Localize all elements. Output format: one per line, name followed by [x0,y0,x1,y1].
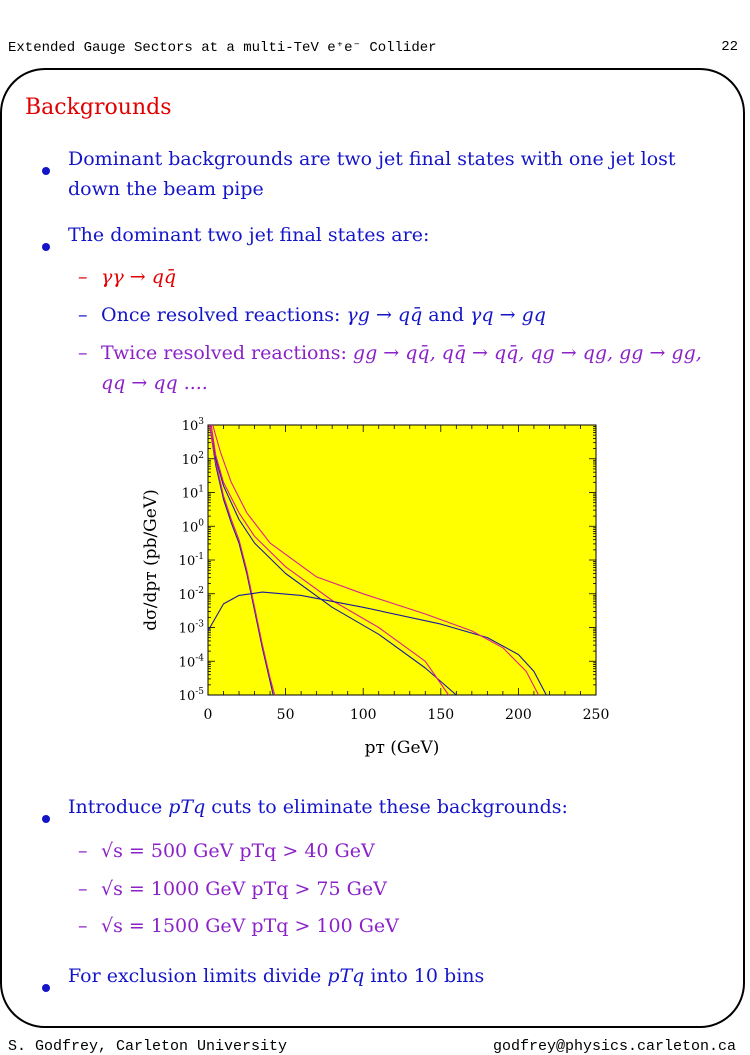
subitem-2-math-1: γg → qq̄ [346,304,423,326]
subitem-1: γγ → qq̄ [101,266,177,288]
y-tick-label: $10^0$ [181,518,204,536]
dash-6: – [78,915,88,937]
cut-500: √s = 500 GeV pTq > 40 GeV [101,840,375,862]
subitem-3 [101,338,721,368]
dash-5: – [78,878,88,900]
subitem-2-math-2: γq → gq [470,304,546,326]
footer-email: godfrey@physics.carleton.ca [492,1038,736,1055]
x-tick-label: 150 [427,707,455,723]
bullet-1-line-2: down the beam pipe [68,178,264,200]
y-tick-label: $10^2$ [181,450,204,468]
bullet-3-pre: Introduce [68,796,169,818]
subitem-2-text: Once resolved reactions: [101,304,347,326]
subitem-3-math: gg → qq̄, qq̄ → qq̄, qg → qg, gg → gg, [352,342,702,364]
x-tick-label: 200 [505,707,532,723]
page-number: 22 [721,39,738,55]
x-tick-label: 100 [349,707,377,723]
subitem-2 [101,300,721,330]
dash-4: – [78,840,88,862]
y-tick-label: $10^{-1}$ [178,552,204,569]
dash-1: – [78,266,88,288]
subitem-2-and: and [422,304,471,326]
subitem-3-text: Twice resolved reactions: [101,342,353,364]
y-tick-label: $10^{-5}$ [178,687,204,704]
x-tick-label: 250 [582,707,610,723]
plot-area [208,425,596,695]
footer-author: S. Godfrey, Carleton University [8,1038,288,1055]
y-tick-label: $10^{-2}$ [178,585,204,603]
x-axis-label: pᴛ (GeV) [364,738,440,758]
x-tick-label: 0 [203,707,213,723]
y-tick-label: $10^1$ [181,484,204,502]
subitem-3-line-2: qq → qq .... [101,372,208,394]
slide-title: Backgrounds [25,95,172,120]
bullet-2: The dominant two jet final states are: [68,224,430,246]
bullet-3-math: pTq [168,796,206,818]
running-header-title: Extended Gauge Sectors at a multi-TeV e⁺e⁻ Collider [8,40,437,56]
dash-2: – [78,304,88,326]
cross-section-chart [130,415,630,765]
y-axis-label: dσ/dpᴛ (pb/GeV) [141,489,161,631]
bullet-4 [68,961,708,991]
bullet-1-line-1: Dominant backgrounds are two jet final states with one jet lost [68,148,676,170]
chart-svg [130,415,630,765]
bullet-4-pre: For exclusion limits divide [68,965,328,987]
dash-3: – [78,342,88,364]
bullet-3 [68,792,708,822]
y-tick-labels [179,417,205,704]
bullet-3-post: cuts to eliminate these backgrounds: [205,796,568,818]
x-tick-label: 50 [276,707,295,723]
cut-1000: √s = 1000 GeV pTq > 75 GeV [101,878,387,900]
bullet-4-math: pTq [327,965,365,987]
y-tick-label: $10^{-4}$ [178,653,204,671]
bullet-4-post: into 10 bins [364,965,485,987]
y-tick-label: $10^{-3}$ [178,619,204,637]
x-tick-labels [204,707,610,723]
y-tick-label: $10^3$ [181,417,204,434]
cut-1500: √s = 1500 GeV pTq > 100 GeV [101,915,399,937]
